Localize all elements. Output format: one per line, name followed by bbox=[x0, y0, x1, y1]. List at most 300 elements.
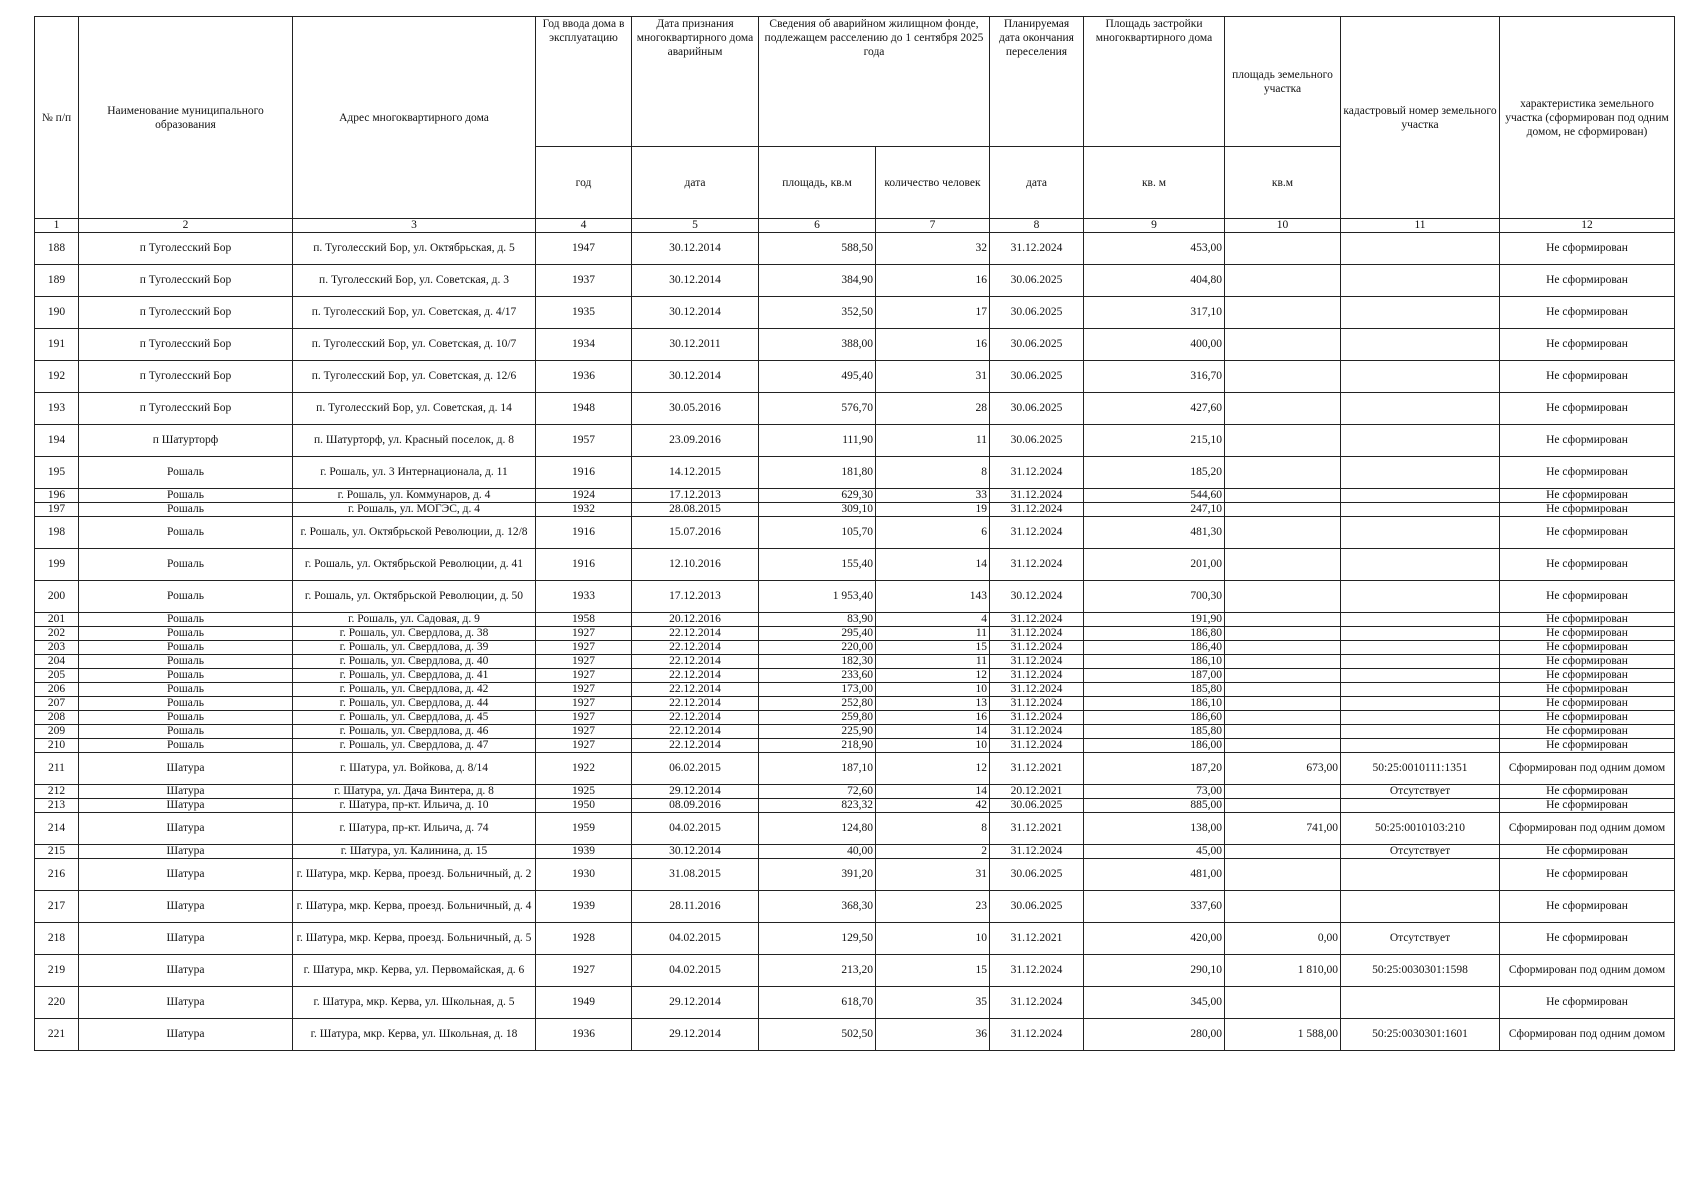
land-characteristic-cell: Не сформирован bbox=[1500, 923, 1675, 955]
municipality-cell: Рошаль bbox=[79, 711, 293, 725]
land-characteristic-cell: Сформирован под одним домом bbox=[1500, 955, 1675, 987]
land-area-cell: 0,00 bbox=[1225, 923, 1341, 955]
people-count-cell: 36 bbox=[876, 1019, 990, 1051]
emergency-area-cell: 40,00 bbox=[759, 845, 876, 859]
municipality-cell: Шатура bbox=[79, 753, 293, 785]
year-built-cell: 1927 bbox=[536, 627, 632, 641]
address-cell: г. Рошаль, ул. Свердлова, д. 47 bbox=[293, 739, 536, 753]
date-declared-cell: 29.12.2014 bbox=[632, 987, 759, 1019]
year-built-cell: 1930 bbox=[536, 859, 632, 891]
municipality-cell: Рошаль bbox=[79, 739, 293, 753]
table-row bbox=[35, 329, 1675, 361]
date-declared-cell: 30.12.2014 bbox=[632, 361, 759, 393]
cadastral-number-cell: Отсутствует bbox=[1341, 923, 1500, 955]
emergency-area-cell: 618,70 bbox=[759, 987, 876, 1019]
land-area-cell bbox=[1225, 697, 1341, 711]
planned-date-cell: 31.12.2024 bbox=[990, 697, 1084, 711]
header-year-built: Год ввода дома в эксплуатацию bbox=[536, 17, 632, 147]
table-row bbox=[35, 393, 1675, 425]
planned-date-cell: 30.06.2025 bbox=[990, 799, 1084, 813]
planned-date-cell: 30.06.2025 bbox=[990, 891, 1084, 923]
municipality-cell: п Туголесский Бор bbox=[79, 393, 293, 425]
building-area-cell: 400,00 bbox=[1084, 329, 1225, 361]
table-row bbox=[35, 1019, 1675, 1051]
building-area-cell: 453,00 bbox=[1084, 233, 1225, 265]
land-characteristic-cell: Не сформирован bbox=[1500, 297, 1675, 329]
year-built-cell: 1927 bbox=[536, 697, 632, 711]
cadastral-number-cell: 50:25:0010103:210 bbox=[1341, 813, 1500, 845]
column-number: 10 bbox=[1225, 219, 1341, 233]
building-area-cell: 186,10 bbox=[1084, 655, 1225, 669]
year-built-cell: 1939 bbox=[536, 845, 632, 859]
year-built-cell: 1928 bbox=[536, 923, 632, 955]
date-declared-cell: 17.12.2013 bbox=[632, 489, 759, 503]
row-number: 194 bbox=[35, 425, 79, 457]
address-cell: п. Туголесский Бор, ул. Советская, д. 14 bbox=[293, 393, 536, 425]
cadastral-number-cell bbox=[1341, 233, 1500, 265]
cadastral-number-cell bbox=[1341, 891, 1500, 923]
row-number: 208 bbox=[35, 711, 79, 725]
cadastral-number-cell: 50:25:0030301:1598 bbox=[1341, 955, 1500, 987]
cadastral-number-cell bbox=[1341, 859, 1500, 891]
emergency-area-cell: 823,32 bbox=[759, 799, 876, 813]
land-characteristic-cell: Не сформирован bbox=[1500, 425, 1675, 457]
municipality-cell: п Туголесский Бор bbox=[79, 361, 293, 393]
land-characteristic-cell: Сформирован под одним домом bbox=[1500, 753, 1675, 785]
land-characteristic-cell: Не сформирован bbox=[1500, 891, 1675, 923]
row-number: 212 bbox=[35, 785, 79, 799]
land-area-cell: 741,00 bbox=[1225, 813, 1341, 845]
planned-date-cell: 31.12.2024 bbox=[990, 503, 1084, 517]
planned-date-cell: 31.12.2024 bbox=[990, 233, 1084, 265]
emergency-area-cell: 213,20 bbox=[759, 955, 876, 987]
emergency-area-cell: 502,50 bbox=[759, 1019, 876, 1051]
emergency-area-cell: 384,90 bbox=[759, 265, 876, 297]
planned-date-cell: 31.12.2024 bbox=[990, 549, 1084, 581]
header-address: Адрес многоквартирного дома bbox=[293, 17, 536, 219]
table-row bbox=[35, 549, 1675, 581]
year-built-cell: 1927 bbox=[536, 655, 632, 669]
people-count-cell: 16 bbox=[876, 265, 990, 297]
land-characteristic-cell: Не сформирован bbox=[1500, 711, 1675, 725]
municipality-cell: Рошаль bbox=[79, 669, 293, 683]
year-built-cell: 1927 bbox=[536, 955, 632, 987]
date-declared-cell: 06.02.2015 bbox=[632, 753, 759, 785]
building-area-cell: 187,00 bbox=[1084, 669, 1225, 683]
year-built-cell: 1916 bbox=[536, 517, 632, 549]
planned-date-cell: 31.12.2024 bbox=[990, 457, 1084, 489]
cadastral-number-cell: 50:25:0030301:1601 bbox=[1341, 1019, 1500, 1051]
address-cell: г. Рошаль, ул. Свердлова, д. 44 bbox=[293, 697, 536, 711]
planned-date-cell: 31.12.2024 bbox=[990, 955, 1084, 987]
address-cell: г. Шатура, ул. Войкова, д. 8/14 bbox=[293, 753, 536, 785]
people-count-cell: 10 bbox=[876, 739, 990, 753]
table-row bbox=[35, 627, 1675, 641]
row-number: 207 bbox=[35, 697, 79, 711]
table-row bbox=[35, 425, 1675, 457]
table-row bbox=[35, 361, 1675, 393]
municipality-cell: Шатура bbox=[79, 813, 293, 845]
people-count-cell: 143 bbox=[876, 581, 990, 613]
land-characteristic-cell: Не сформирован bbox=[1500, 697, 1675, 711]
address-cell: г. Рошаль, ул. Садовая, д. 9 bbox=[293, 613, 536, 627]
table-row bbox=[35, 489, 1675, 503]
date-declared-cell: 04.02.2015 bbox=[632, 813, 759, 845]
housing-register-table bbox=[34, 16, 1675, 1051]
address-cell: г. Рошаль, ул. МОГЭС, д. 4 bbox=[293, 503, 536, 517]
emergency-area-cell: 368,30 bbox=[759, 891, 876, 923]
planned-date-cell: 30.06.2025 bbox=[990, 859, 1084, 891]
building-area-cell: 201,00 bbox=[1084, 549, 1225, 581]
building-area-cell: 73,00 bbox=[1084, 785, 1225, 799]
column-number: 6 bbox=[759, 219, 876, 233]
cadastral-number-cell bbox=[1341, 987, 1500, 1019]
date-declared-cell: 30.12.2014 bbox=[632, 265, 759, 297]
land-characteristic-cell: Не сформирован bbox=[1500, 859, 1675, 891]
subheader-year: год bbox=[536, 147, 632, 219]
building-area-cell: 187,20 bbox=[1084, 753, 1225, 785]
table-row bbox=[35, 655, 1675, 669]
table-row bbox=[35, 669, 1675, 683]
header-land-char: характеристика земельного участка (сформирован под одним домом, не сформирован) bbox=[1500, 17, 1675, 219]
people-count-cell: 12 bbox=[876, 669, 990, 683]
building-area-cell: 345,00 bbox=[1084, 987, 1225, 1019]
table-row bbox=[35, 725, 1675, 739]
land-area-cell bbox=[1225, 393, 1341, 425]
building-area-cell: 700,30 bbox=[1084, 581, 1225, 613]
table-row bbox=[35, 697, 1675, 711]
address-cell: г. Шатура, пр-кт. Ильича, д. 74 bbox=[293, 813, 536, 845]
people-count-cell: 12 bbox=[876, 753, 990, 785]
date-declared-cell: 30.12.2014 bbox=[632, 297, 759, 329]
people-count-cell: 17 bbox=[876, 297, 990, 329]
building-area-cell: 404,80 bbox=[1084, 265, 1225, 297]
date-declared-cell: 22.12.2014 bbox=[632, 641, 759, 655]
municipality-cell: Рошаль bbox=[79, 549, 293, 581]
row-number: 219 bbox=[35, 955, 79, 987]
people-count-cell: 8 bbox=[876, 813, 990, 845]
land-area-cell bbox=[1225, 581, 1341, 613]
emergency-area-cell: 155,40 bbox=[759, 549, 876, 581]
emergency-area-cell: 129,50 bbox=[759, 923, 876, 955]
cadastral-number-cell bbox=[1341, 627, 1500, 641]
people-count-cell: 13 bbox=[876, 697, 990, 711]
row-number: 197 bbox=[35, 503, 79, 517]
cadastral-number-cell bbox=[1341, 655, 1500, 669]
land-characteristic-cell: Не сформирован bbox=[1500, 503, 1675, 517]
emergency-area-cell: 495,40 bbox=[759, 361, 876, 393]
land-characteristic-cell: Не сформирован bbox=[1500, 785, 1675, 799]
land-area-cell: 1 588,00 bbox=[1225, 1019, 1341, 1051]
municipality-cell: Шатура bbox=[79, 799, 293, 813]
land-area-cell bbox=[1225, 711, 1341, 725]
land-characteristic-cell: Не сформирован bbox=[1500, 725, 1675, 739]
land-characteristic-cell: Не сформирован bbox=[1500, 457, 1675, 489]
land-characteristic-cell: Не сформирован bbox=[1500, 799, 1675, 813]
table-row bbox=[35, 457, 1675, 489]
land-characteristic-cell: Не сформирован bbox=[1500, 265, 1675, 297]
row-number: 216 bbox=[35, 859, 79, 891]
people-count-cell: 16 bbox=[876, 329, 990, 361]
header-date-declared: Дата признания многоквартирного дома аварийным bbox=[632, 17, 759, 147]
people-count-cell: 31 bbox=[876, 361, 990, 393]
cadastral-number-cell bbox=[1341, 517, 1500, 549]
land-area-cell bbox=[1225, 845, 1341, 859]
column-number-row bbox=[35, 219, 1675, 233]
year-built-cell: 1916 bbox=[536, 549, 632, 581]
table-body bbox=[35, 233, 1675, 1051]
building-area-cell: 481,00 bbox=[1084, 859, 1225, 891]
date-declared-cell: 28.11.2016 bbox=[632, 891, 759, 923]
header-num: № п/п bbox=[35, 17, 79, 219]
row-number: 200 bbox=[35, 581, 79, 613]
address-cell: г. Шатура, пр-кт. Ильича, д. 10 bbox=[293, 799, 536, 813]
year-built-cell: 1958 bbox=[536, 613, 632, 627]
date-declared-cell: 29.12.2014 bbox=[632, 1019, 759, 1051]
planned-date-cell: 31.12.2024 bbox=[990, 683, 1084, 697]
address-cell: г. Рошаль, ул. Октябрьской Революции, д. 50 bbox=[293, 581, 536, 613]
date-declared-cell: 22.12.2014 bbox=[632, 669, 759, 683]
address-cell: п. Туголесский Бор, ул. Советская, д. 4/17 bbox=[293, 297, 536, 329]
date-declared-cell: 30.12.2014 bbox=[632, 233, 759, 265]
cadastral-number-cell bbox=[1341, 549, 1500, 581]
land-area-cell bbox=[1225, 739, 1341, 753]
address-cell: г. Рошаль, ул. Свердлова, д. 41 bbox=[293, 669, 536, 683]
year-built-cell: 1927 bbox=[536, 725, 632, 739]
row-number: 203 bbox=[35, 641, 79, 655]
municipality-cell: Рошаль bbox=[79, 627, 293, 641]
land-area-cell bbox=[1225, 987, 1341, 1019]
header-land-area: площадь земельного участка bbox=[1225, 17, 1341, 147]
planned-date-cell: 31.12.2024 bbox=[990, 711, 1084, 725]
municipality-cell: Рошаль bbox=[79, 697, 293, 711]
year-built-cell: 1927 bbox=[536, 711, 632, 725]
address-cell: г. Шатура, ул. Калинина, д. 15 bbox=[293, 845, 536, 859]
year-built-cell: 1935 bbox=[536, 297, 632, 329]
row-number: 190 bbox=[35, 297, 79, 329]
municipality-cell: Рошаль bbox=[79, 517, 293, 549]
land-area-cell: 673,00 bbox=[1225, 753, 1341, 785]
cadastral-number-cell bbox=[1341, 697, 1500, 711]
building-area-cell: 191,90 bbox=[1084, 613, 1225, 627]
land-area-cell bbox=[1225, 265, 1341, 297]
land-area-cell bbox=[1225, 233, 1341, 265]
year-built-cell: 1932 bbox=[536, 503, 632, 517]
date-declared-cell: 04.02.2015 bbox=[632, 955, 759, 987]
land-characteristic-cell: Не сформирован bbox=[1500, 845, 1675, 859]
cadastral-number-cell bbox=[1341, 799, 1500, 813]
planned-date-cell: 31.12.2021 bbox=[990, 923, 1084, 955]
emergency-area-cell: 105,70 bbox=[759, 517, 876, 549]
address-cell: п. Туголесский Бор, ул. Советская, д. 3 bbox=[293, 265, 536, 297]
year-built-cell: 1925 bbox=[536, 785, 632, 799]
header-cadastral: кадастровый номер земельного участка bbox=[1341, 17, 1500, 219]
people-count-cell: 42 bbox=[876, 799, 990, 813]
building-area-cell: 186,00 bbox=[1084, 739, 1225, 753]
column-number: 12 bbox=[1500, 219, 1675, 233]
address-cell: г. Рошаль, ул. Свердлова, д. 42 bbox=[293, 683, 536, 697]
year-built-cell: 1934 bbox=[536, 329, 632, 361]
emergency-area-cell: 173,00 bbox=[759, 683, 876, 697]
table-row bbox=[35, 581, 1675, 613]
land-characteristic-cell: Не сформирован bbox=[1500, 517, 1675, 549]
header-emergency-info: Сведения об аварийном жилищном фонде, подлежащем расселению до 1 сентября 2025 года bbox=[759, 17, 990, 147]
building-area-cell: 138,00 bbox=[1084, 813, 1225, 845]
planned-date-cell: 30.06.2025 bbox=[990, 265, 1084, 297]
address-cell: г. Рошаль, ул. Коммунаров, д. 4 bbox=[293, 489, 536, 503]
municipality-cell: Шатура bbox=[79, 923, 293, 955]
row-number: 214 bbox=[35, 813, 79, 845]
municipality-cell: Шатура bbox=[79, 891, 293, 923]
address-cell: п. Туголесский Бор, ул. Советская, д. 10/7 bbox=[293, 329, 536, 361]
emergency-area-cell: 225,90 bbox=[759, 725, 876, 739]
emergency-area-cell: 233,60 bbox=[759, 669, 876, 683]
land-area-cell bbox=[1225, 891, 1341, 923]
address-cell: г. Рошаль, ул. Свердлова, д. 40 bbox=[293, 655, 536, 669]
land-characteristic-cell: Не сформирован bbox=[1500, 641, 1675, 655]
land-area-cell bbox=[1225, 641, 1341, 655]
year-built-cell: 1957 bbox=[536, 425, 632, 457]
address-cell: п. Туголесский Бор, ул. Октябрьская, д. 5 bbox=[293, 233, 536, 265]
date-declared-cell: 29.12.2014 bbox=[632, 785, 759, 799]
date-declared-cell: 20.12.2016 bbox=[632, 613, 759, 627]
emergency-area-cell: 588,50 bbox=[759, 233, 876, 265]
table-row bbox=[35, 955, 1675, 987]
column-number: 5 bbox=[632, 219, 759, 233]
land-area-cell bbox=[1225, 517, 1341, 549]
building-area-cell: 185,80 bbox=[1084, 683, 1225, 697]
building-area-cell: 337,60 bbox=[1084, 891, 1225, 923]
planned-date-cell: 20.12.2021 bbox=[990, 785, 1084, 799]
emergency-area-cell: 218,90 bbox=[759, 739, 876, 753]
table-row bbox=[35, 265, 1675, 297]
land-characteristic-cell: Не сформирован bbox=[1500, 669, 1675, 683]
emergency-area-cell: 259,80 bbox=[759, 711, 876, 725]
emergency-area-cell: 83,90 bbox=[759, 613, 876, 627]
address-cell: г. Рошаль, ул. Свердлова, д. 46 bbox=[293, 725, 536, 739]
building-area-cell: 885,00 bbox=[1084, 799, 1225, 813]
land-characteristic-cell: Не сформирован bbox=[1500, 627, 1675, 641]
municipality-cell: Рошаль bbox=[79, 489, 293, 503]
cadastral-number-cell: Отсутствует bbox=[1341, 785, 1500, 799]
municipality-cell: п Туголесский Бор bbox=[79, 297, 293, 329]
planned-date-cell: 30.06.2025 bbox=[990, 329, 1084, 361]
address-cell: г. Рошаль, ул. Свердлова, д. 39 bbox=[293, 641, 536, 655]
year-built-cell: 1936 bbox=[536, 361, 632, 393]
land-area-cell bbox=[1225, 297, 1341, 329]
subheader-date: дата bbox=[632, 147, 759, 219]
date-declared-cell: 22.12.2014 bbox=[632, 739, 759, 753]
building-area-cell: 186,40 bbox=[1084, 641, 1225, 655]
people-count-cell: 11 bbox=[876, 655, 990, 669]
date-declared-cell: 22.12.2014 bbox=[632, 683, 759, 697]
table-row bbox=[35, 517, 1675, 549]
municipality-cell: Рошаль bbox=[79, 503, 293, 517]
cadastral-number-cell bbox=[1341, 581, 1500, 613]
subheader-building-sqm: кв. м bbox=[1084, 147, 1225, 219]
header-planned-date: Планируемая дата окончания переселения bbox=[990, 17, 1084, 147]
people-count-cell: 10 bbox=[876, 923, 990, 955]
row-number: 215 bbox=[35, 845, 79, 859]
building-area-cell: 427,60 bbox=[1084, 393, 1225, 425]
land-area-cell bbox=[1225, 613, 1341, 627]
people-count-cell: 10 bbox=[876, 683, 990, 697]
land-area-cell bbox=[1225, 549, 1341, 581]
land-characteristic-cell: Не сформирован bbox=[1500, 393, 1675, 425]
building-area-cell: 280,00 bbox=[1084, 1019, 1225, 1051]
planned-date-cell: 31.12.2024 bbox=[990, 845, 1084, 859]
cadastral-number-cell bbox=[1341, 725, 1500, 739]
planned-date-cell: 31.12.2024 bbox=[990, 655, 1084, 669]
land-area-cell bbox=[1225, 457, 1341, 489]
land-area-cell bbox=[1225, 627, 1341, 641]
row-number: 204 bbox=[35, 655, 79, 669]
date-declared-cell: 30.12.2011 bbox=[632, 329, 759, 361]
planned-date-cell: 31.12.2024 bbox=[990, 489, 1084, 503]
header-municipality: Наименование муниципального образования bbox=[79, 17, 293, 219]
emergency-area-cell: 187,10 bbox=[759, 753, 876, 785]
table-row bbox=[35, 987, 1675, 1019]
address-cell: г. Шатура, ул. Дача Винтера, д. 8 bbox=[293, 785, 536, 799]
planned-date-cell: 31.12.2024 bbox=[990, 517, 1084, 549]
land-area-cell bbox=[1225, 503, 1341, 517]
building-area-cell: 186,10 bbox=[1084, 697, 1225, 711]
column-number: 3 bbox=[293, 219, 536, 233]
row-number: 218 bbox=[35, 923, 79, 955]
land-area-cell bbox=[1225, 669, 1341, 683]
planned-date-cell: 31.12.2021 bbox=[990, 813, 1084, 845]
row-number: 209 bbox=[35, 725, 79, 739]
row-number: 213 bbox=[35, 799, 79, 813]
date-declared-cell: 04.02.2015 bbox=[632, 923, 759, 955]
year-built-cell: 1959 bbox=[536, 813, 632, 845]
cadastral-number-cell bbox=[1341, 711, 1500, 725]
people-count-cell: 4 bbox=[876, 613, 990, 627]
emergency-area-cell: 111,90 bbox=[759, 425, 876, 457]
land-characteristic-cell: Сформирован под одним домом bbox=[1500, 813, 1675, 845]
table-row bbox=[35, 613, 1675, 627]
date-declared-cell: 22.12.2014 bbox=[632, 627, 759, 641]
land-area-cell bbox=[1225, 785, 1341, 799]
emergency-area-cell: 220,00 bbox=[759, 641, 876, 655]
row-number: 220 bbox=[35, 987, 79, 1019]
year-built-cell: 1947 bbox=[536, 233, 632, 265]
municipality-cell: Рошаль bbox=[79, 655, 293, 669]
emergency-area-cell: 629,30 bbox=[759, 489, 876, 503]
municipality-cell: Шатура bbox=[79, 859, 293, 891]
row-number: 217 bbox=[35, 891, 79, 923]
date-declared-cell: 31.08.2015 bbox=[632, 859, 759, 891]
address-cell: г. Рошаль, ул. Октябрьской Революции, д. 41 bbox=[293, 549, 536, 581]
address-cell: г. Шатура, мкр. Керва, проезд. Больничный, д. 4 bbox=[293, 891, 536, 923]
date-declared-cell: 30.12.2014 bbox=[632, 845, 759, 859]
building-area-cell: 290,10 bbox=[1084, 955, 1225, 987]
address-cell: г. Шатура, мкр. Керва, ул. Школьная, д. 5 bbox=[293, 987, 536, 1019]
date-declared-cell: 22.12.2014 bbox=[632, 655, 759, 669]
table-row bbox=[35, 891, 1675, 923]
address-cell: п. Туголесский Бор, ул. Советская, д. 12/6 bbox=[293, 361, 536, 393]
people-count-cell: 11 bbox=[876, 627, 990, 641]
row-number: 196 bbox=[35, 489, 79, 503]
people-count-cell: 15 bbox=[876, 641, 990, 655]
land-characteristic-cell: Не сформирован bbox=[1500, 683, 1675, 697]
building-area-cell: 185,20 bbox=[1084, 457, 1225, 489]
column-number: 4 bbox=[536, 219, 632, 233]
cadastral-number-cell bbox=[1341, 503, 1500, 517]
table-row bbox=[35, 503, 1675, 517]
table-header bbox=[35, 17, 1675, 233]
table-row bbox=[35, 813, 1675, 845]
